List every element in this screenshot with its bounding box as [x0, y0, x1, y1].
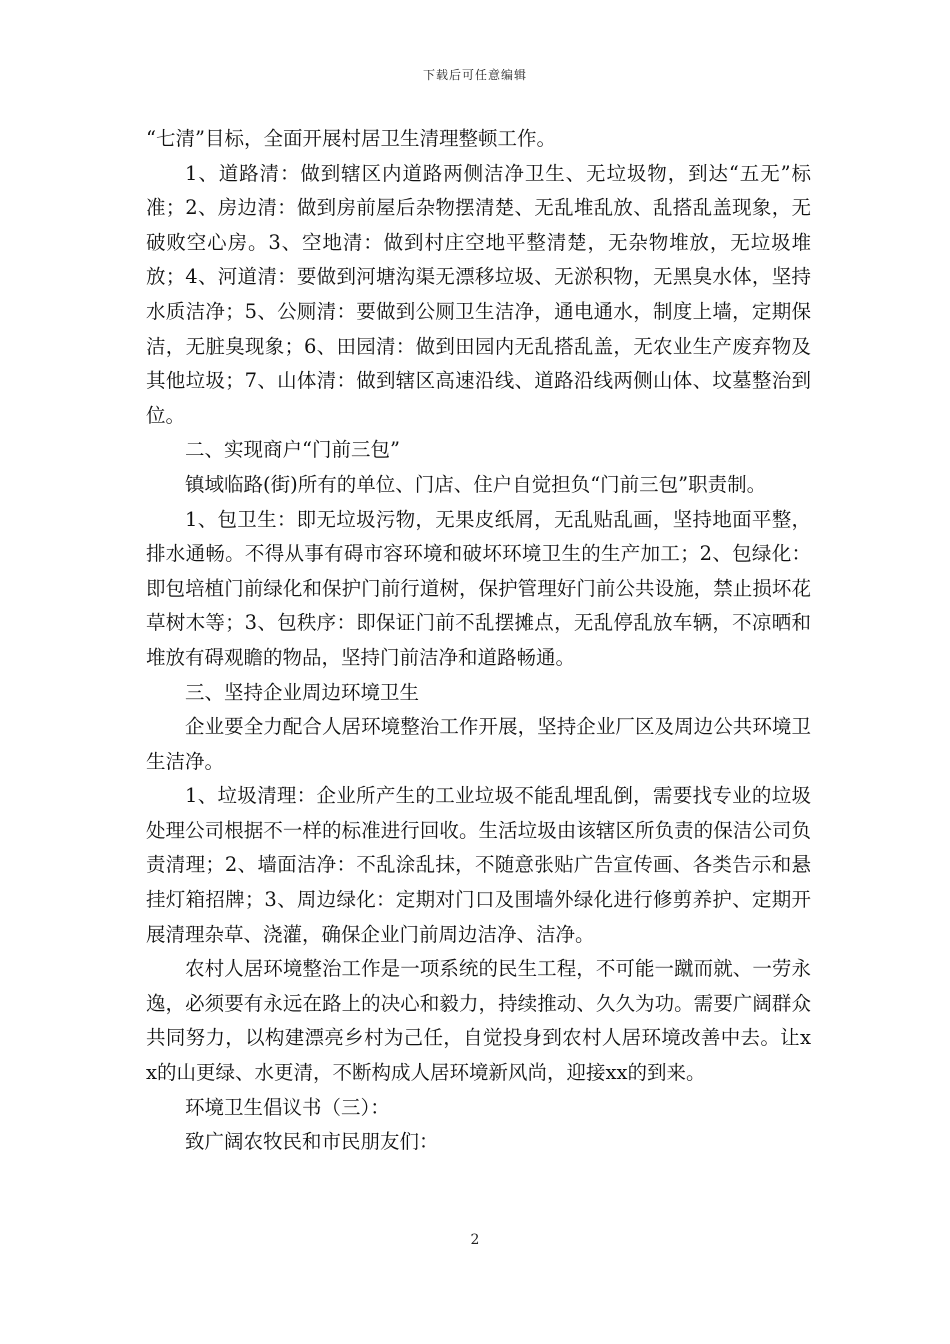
- page-header: 下载后可任意编辑: [422, 68, 527, 82]
- paragraph-salutation: 致广阔农牧民和市民朋友们：: [185, 1130, 439, 1154]
- paragraph-responsibility-system: 镇域临路(街)所有的单位、门店、住户自觉担负“门前三包”职责制。: [185, 472, 767, 496]
- paragraph-seven-clean-items: 1、道路清：做到辖区内道路两侧洁净卫生、无垃圾物，到达“五无”标准；2、房边清：做到房前屋后杂物摆清楚、无乱堆乱放、乱搭乱盖现象，无破败空心房。3、空地清：做到村庄空地平整清楚，无杂物堆放，无垃圾堆放；4、河道清：要做到河塘沟渠无漂移垃圾、无淤积物，无黑臭水体，坚持水质洁净；5、公厕清：要做到公厕卫生洁净，通电通水，制度上墙，定期保洁，无脏臭现象；6、田园清：做到田园内无乱搭乱盖，无农业生产废弃物及其他垃圾；7、山体清：做到辖区高速沿线、道路沿线两侧山体、坟墓整治到位。: [146, 161, 811, 427]
- paragraph-conclusion: 农村人居环境整治工作是一项系统的民生工程，不可能一蹴而就、一劳永逸，必须要有永远在路上的决心和毅力，持续推动、久久为功。需要广阔群众共同努力，以构建漂亮乡村为己任，自觉投身到农村人居环境改善中去。让xx的山更绿、水更清，不断构成人居环境新风尚，迎接xx的到来。: [146, 957, 811, 1085]
- section-heading-shop-three-guarantees: 二、实现商户“门前三包”: [185, 438, 400, 462]
- document-body: [146, 122, 811, 1160]
- page-number: 2: [470, 1232, 480, 1248]
- paragraph-enterprise-items: 1、垃圾清理：企业所产生的工业垃圾不能乱埋乱倒，需要找专业的垃圾处理公司根据不一样的标准进行回收。生活垃圾由该辖区所负责的保洁公司负责清理；2、墙面洁净：不乱涂乱抹，不随意张贴广告宣传画、各类告示和悬挂灯箱招牌；3、周边绿化：定期对门口及围墙外绿化进行修剪养护、定期开展清理杂草、浇灌，确保企业门前周边洁净、洁净。: [146, 784, 811, 946]
- section-heading-enterprise-hygiene: 三、坚持企业周边环境卫生: [185, 680, 420, 704]
- paragraph-three-guarantees-items: 1、包卫生：即无垃圾污物，无果皮纸屑，无乱贴乱画，坚持地面平整，排水通畅。不得从事有碍市容环境和破坏环境卫生的生产加工；2、包绿化：即包培植门前绿化和保护门前行道树，保护管理好门前公共设施，禁止损坏花草树木等；3、包秩序：即保证门前不乱摆摊点，无乱停乱放车辆，不凉晒和堆放有碍观瞻的物品，坚持门前洁净和道路畅通。: [146, 507, 811, 669]
- paragraph-seven-clean-goal: “七清”目标，全面开展村居卫生清理整顿工作。: [146, 127, 556, 150]
- paragraph-proposal-title: 环境卫生倡议书（三）：: [185, 1095, 390, 1119]
- paragraph-enterprise-cooperation: 企业要全力配合人居环境整治工作开展，坚持企业厂区及周边公共环境卫生洁净。: [146, 715, 811, 773]
